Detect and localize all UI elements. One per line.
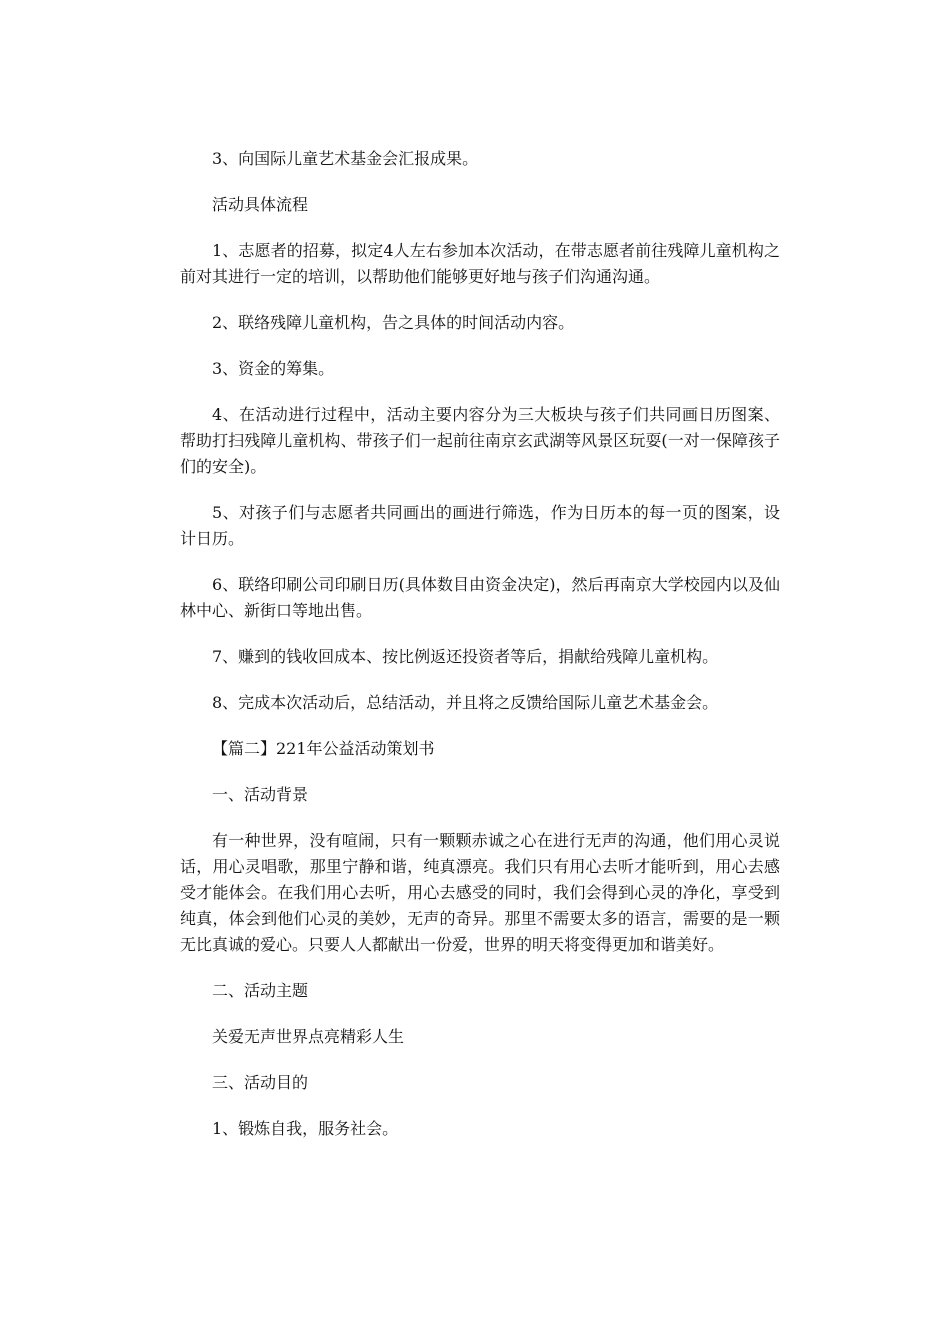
paragraph-purpose-1: 1、锻炼自我，服务社会。 (212, 1119, 399, 1138)
document-body (180, 146, 780, 1162)
heading-activity-process: 活动具体流程 (212, 195, 309, 214)
heading-background: 一、活动背景 (212, 785, 309, 804)
paragraph-report-results: 3、向国际儿童艺术基金会汇报成果。 (212, 149, 479, 168)
paragraph-background: 有一种世界，没有喧闹，只有一颗颗赤诚之心在进行无声的沟通，他们用心灵说话，用心灵唱歌，那里宁静和谐，纯真漂亮。我们只有用心去听才能听到，用心去感受才能体会。在我们用心去听，用心去感受的同时，我们会得到心灵的净化，享受到纯真，体会到他们心灵的美妙，无声的奇异。那里不需要太多的语言，需要的是一颗无比真诚的爱心。只要人人都献出一份爱，世界的明天将变得更加和谐美好。 (180, 831, 780, 954)
heading-theme: 二、活动主题 (212, 981, 309, 1000)
paragraph-theme: 关爱无声世界点亮精彩人生 (212, 1027, 405, 1046)
paragraph-step-7: 7、赚到的钱收回成本、按比例返还投资者等后，捐献给残障儿童机构。 (212, 647, 719, 666)
paragraph-step-2: 2、联络残障儿童机构，告之具体的时间活动内容。 (212, 313, 575, 332)
paragraph-step-4: 4、在活动进行过程中，活动主要内容分为三大板块与孩子们共同画日历图案、帮助打扫残障儿童机构、带孩子们一起前往南京玄武湖等风景区玩耍(一对一保障孩子们的安全)。 (180, 405, 780, 476)
heading-purpose: 三、活动目的 (212, 1073, 309, 1092)
paragraph-step-6: 6、联络印刷公司印刷日历(具体数目由资金决定)，然后再南京大学校园内以及仙林中心、新街口等地出售。 (180, 575, 780, 620)
paragraph-step-1: 1、志愿者的招募，拟定4人左右参加本次活动，在带志愿者前往残障儿童机构之前对其进行一定的培训，以帮助他们能够更好地与孩子们沟通沟通。 (180, 241, 780, 286)
paragraph-step-5: 5、对孩子们与志愿者共同画出的画进行筛选，作为日历本的每一页的图案，设计日历。 (180, 503, 780, 548)
paragraph-step-3: 3、资金的筹集。 (212, 359, 335, 378)
paragraph-step-8: 8、完成本次活动后，总结活动，并且将之反馈给国际儿童艺术基金会。 (212, 693, 719, 712)
section-title-part-two: 【篇二】221年公益活动策划书 (212, 739, 435, 758)
